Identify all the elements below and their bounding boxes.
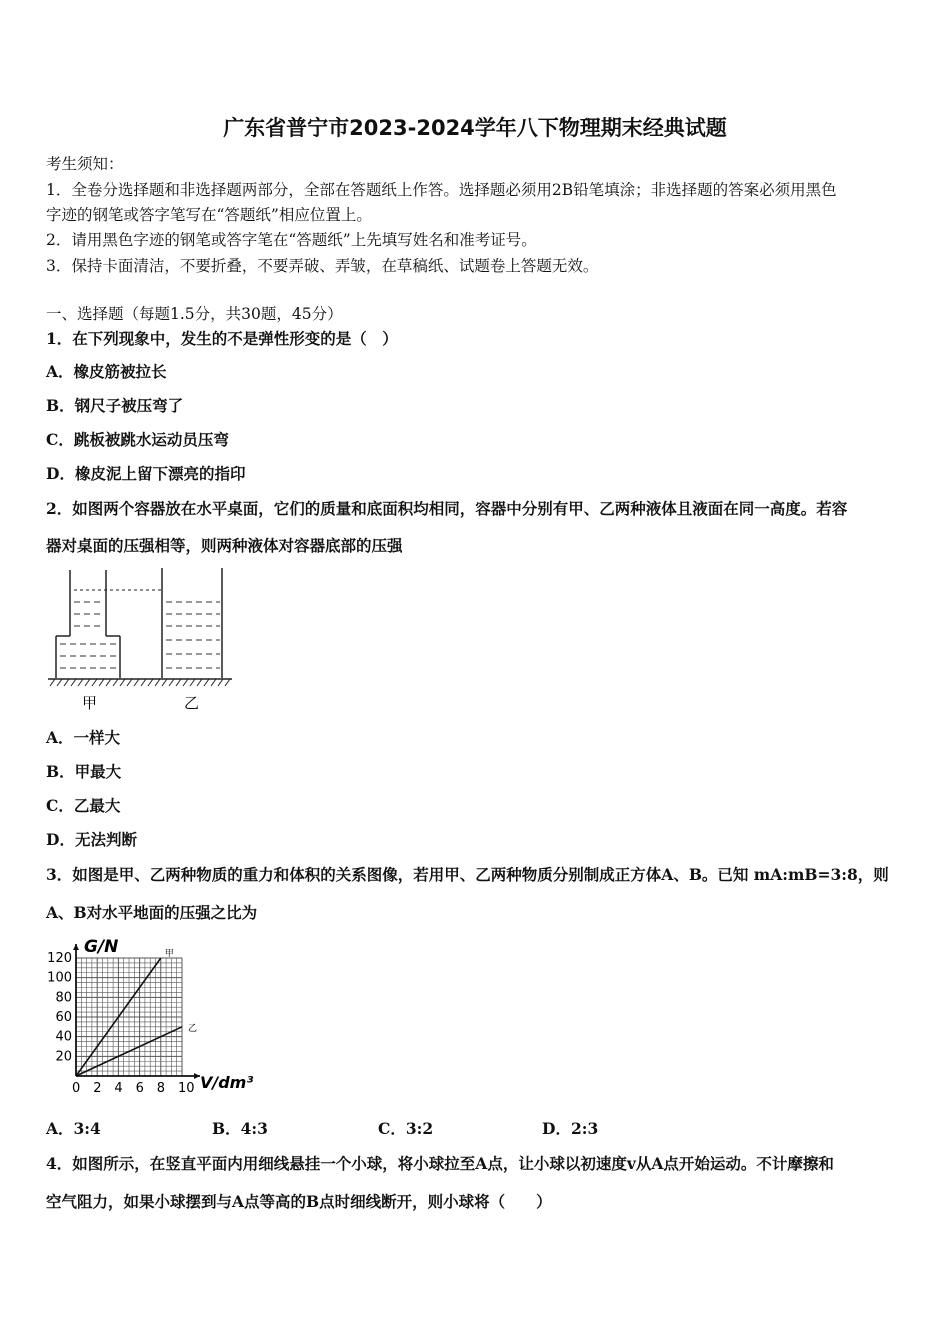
ground-hatch bbox=[225, 679, 230, 686]
section-heading: 一、选择题（每题1.5分，共30题，45分） bbox=[46, 305, 343, 323]
q2-option-b: B．甲最大 bbox=[46, 762, 122, 781]
ground-hatch bbox=[127, 679, 132, 686]
ground-hatch bbox=[120, 679, 125, 686]
ground-hatch bbox=[64, 679, 69, 686]
ground-hatch bbox=[71, 679, 76, 686]
q1-stem: 1．在下列现象中，发生的不是弹性形变的是（ ） bbox=[46, 329, 398, 348]
q2-stem-line1: 2．如图两个容器放在水平桌面，它们的质量和底面积均相同，容器中分别有甲、乙两种液体且液面在同一高度。若容 bbox=[46, 499, 848, 518]
x-tick-label: 10 bbox=[178, 1081, 195, 1096]
ground-hatch bbox=[197, 679, 202, 686]
y-tick-label: 60 bbox=[55, 1010, 72, 1025]
q3-option-d: D．2:3 bbox=[542, 1119, 599, 1138]
label-jia: 甲 bbox=[82, 694, 98, 712]
notice-heading: 考生须知： bbox=[46, 155, 124, 173]
y-tick-label: 20 bbox=[55, 1049, 72, 1065]
ground-hatch bbox=[169, 679, 174, 686]
ground-hatch bbox=[190, 679, 195, 686]
notice-item: 字迹的钢笔或答字笔写在“答题纸”相应位置上。 bbox=[46, 206, 372, 224]
q3-option-a: A．3:4 bbox=[46, 1119, 101, 1138]
x-tick-label: 2 bbox=[93, 1081, 102, 1096]
ground-hatch bbox=[211, 679, 216, 686]
q3-option-c: C．3:2 bbox=[378, 1119, 434, 1138]
y-tick-label: 120 bbox=[47, 951, 72, 966]
ground-hatch bbox=[85, 679, 90, 686]
q1-option-c: C．跳板被跳水运动员压弯 bbox=[46, 430, 229, 449]
x-tick-label: 0 bbox=[72, 1081, 81, 1096]
y-axis-label: G/N bbox=[84, 937, 119, 957]
ground-hatch bbox=[162, 679, 167, 686]
gravity-volume-chart bbox=[40, 930, 270, 1100]
q3-stem-line1: 3．如图是甲、乙两种物质的重力和体积的关系图像，若用甲、乙两种物质分别制成正方体A、B。已知 mA:mB=3:8，则 bbox=[46, 865, 889, 884]
notice-item: 3．保持卡面清洁，不要折叠，不要弄破、弄皱，在草稿纸、试题卷上答题无效。 bbox=[46, 257, 599, 275]
y-tick-label: 40 bbox=[55, 1029, 72, 1045]
q1-option-a: A．橡皮筋被拉长 bbox=[46, 362, 167, 381]
q1-option-d: D．橡皮泥上留下漂亮的指印 bbox=[46, 464, 246, 483]
notice-item: 1．全卷分选择题和非选择题两部分，全部在答题纸上作答。选择题必须用2B铅笔填涂；非选择题的答案必须用黑色 bbox=[46, 181, 837, 199]
ground-hatch bbox=[50, 679, 55, 686]
ground-hatch bbox=[99, 679, 104, 686]
ground-hatch bbox=[141, 679, 146, 686]
ground-hatch bbox=[92, 679, 97, 686]
q2-option-c: C．乙最大 bbox=[46, 796, 121, 815]
x-axis-label: V/dm³ bbox=[200, 1073, 254, 1092]
ground-hatch bbox=[78, 679, 83, 686]
series-label: 乙 bbox=[188, 1023, 198, 1034]
ground-hatch bbox=[106, 679, 111, 686]
ground-hatch bbox=[113, 679, 118, 686]
container-jia bbox=[56, 570, 120, 678]
q3-option-b: B．4:3 bbox=[212, 1119, 268, 1138]
y-axis-arrow bbox=[73, 944, 79, 950]
ground-hatch bbox=[176, 679, 181, 686]
ground-hatch bbox=[204, 679, 209, 686]
ground-hatch bbox=[155, 679, 160, 686]
x-tick-label: 6 bbox=[135, 1081, 144, 1096]
notice-item: 2．请用黑色字迹的钢笔或答字笔在“答题纸”上先填写姓名和准考证号。 bbox=[46, 231, 537, 249]
y-tick-label: 80 bbox=[55, 990, 72, 1006]
q2-option-a: A．一样大 bbox=[46, 728, 121, 747]
series-label: 甲 bbox=[164, 949, 174, 959]
x-tick-label: 4 bbox=[114, 1081, 123, 1096]
q2-stem-line2: 器对桌面的压强相等，则两种液体对容器底部的压强 bbox=[46, 536, 403, 555]
y-tick-label: 100 bbox=[47, 970, 72, 986]
q4-stem-line2: 空气阻力，如果小球摆到与A点等高的B点时细线断开，则小球将（ ） bbox=[46, 1192, 552, 1211]
q2-option-d: D．无法判断 bbox=[46, 830, 137, 849]
ground-hatch bbox=[134, 679, 139, 686]
label-yi: 乙 bbox=[184, 694, 200, 712]
q1-option-b: B．钢尺子被压弯了 bbox=[46, 396, 184, 415]
container-yi bbox=[162, 568, 222, 678]
ground-hatch bbox=[183, 679, 188, 686]
q3-stem-line2: A、B对水平地面的压强之比为 bbox=[46, 903, 258, 922]
q4-stem-line1: 4．如图所示，在竖直平面内用细线悬挂一个小球，将小球拉至A点，让小球以初速度v从A点开始运动。不计摩擦和 bbox=[46, 1154, 834, 1173]
ground-hatch bbox=[57, 679, 62, 686]
containers-figure bbox=[46, 562, 236, 714]
x-tick-label: 8 bbox=[156, 1081, 166, 1096]
page-title: 广东省普宁市2023-2024学年八下物理期末经典试题 bbox=[223, 116, 727, 140]
ground-hatch bbox=[218, 679, 223, 686]
ground-hatch bbox=[148, 679, 153, 686]
